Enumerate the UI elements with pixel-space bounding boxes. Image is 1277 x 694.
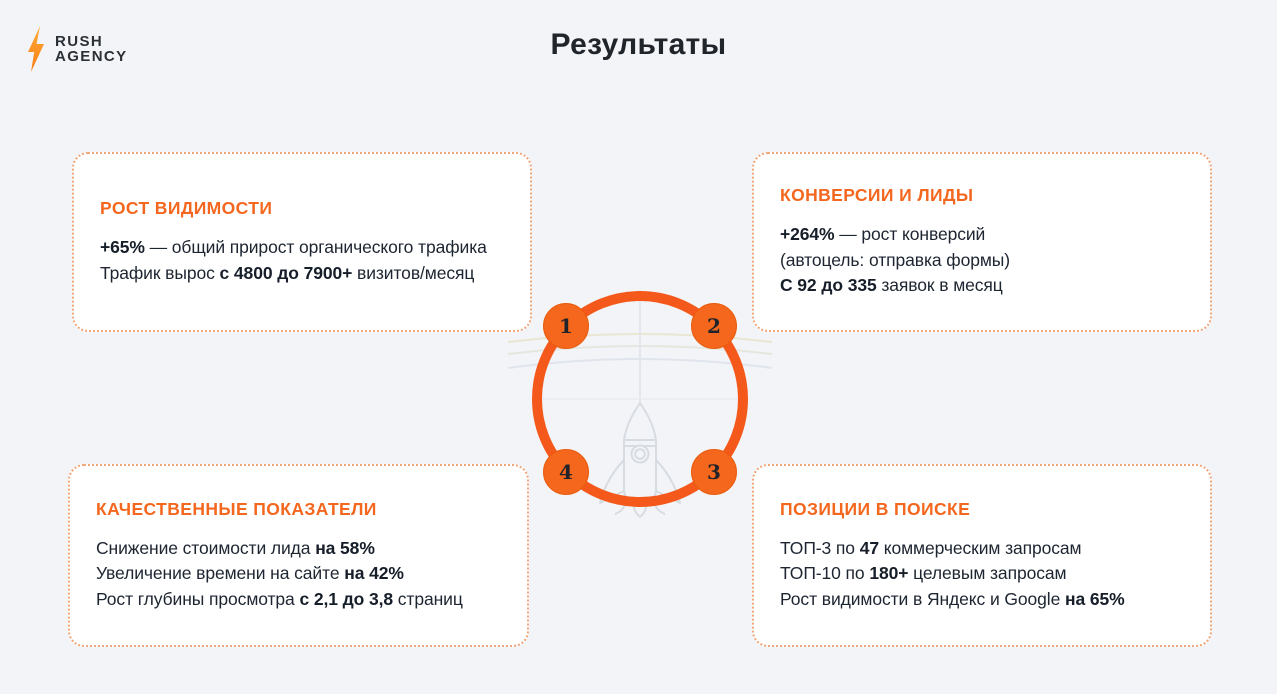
card-text-line: Снижение стоимости лида на 58% bbox=[96, 537, 375, 558]
diagram-badge-3 bbox=[691, 449, 737, 495]
card-text-line: ТОП-10 по 180+ целевым запросам bbox=[780, 563, 1067, 584]
badge-number: 1 bbox=[559, 314, 573, 338]
card-body bbox=[780, 536, 1188, 613]
card-search-positions bbox=[752, 464, 1212, 647]
card-text-line: Трафик вырос с 4800 до 7900+ визитов/месяц bbox=[100, 262, 475, 283]
page-title: Результаты bbox=[550, 28, 727, 61]
card-text-line: Рост глубины просмотра с 2,1 до 3,8 страниц bbox=[96, 588, 463, 609]
circle-diagram bbox=[500, 280, 780, 525]
card-body bbox=[780, 222, 1188, 299]
logo-line2: AGENCY bbox=[55, 48, 128, 65]
card-heading: КОНВЕРСИИ И ЛИДЫ bbox=[780, 185, 974, 206]
card-text-line: +65% — общий прирост органического трафика bbox=[100, 237, 487, 257]
badge-number: 4 bbox=[559, 460, 573, 484]
logo-line1: RUSH bbox=[55, 33, 104, 50]
card-heading: КАЧЕСТВЕННЫЕ ПОКАЗАТЕЛИ bbox=[96, 498, 377, 519]
card-text-line: (автоцель: отправка формы) bbox=[780, 249, 1010, 270]
card-heading: РОСТ ВИДИМОСТИ bbox=[100, 198, 273, 218]
card-visibility-growth bbox=[72, 152, 532, 332]
card-conversions-leads bbox=[752, 152, 1212, 332]
card-body bbox=[100, 235, 508, 286]
card-quality-metrics bbox=[68, 464, 529, 647]
card-body bbox=[96, 536, 505, 613]
rocket-icon bbox=[600, 403, 680, 517]
card-text-line: Рост видимости в Яндекс и Google на 65% bbox=[780, 588, 1125, 609]
badge-number: 3 bbox=[707, 460, 721, 484]
card-text-line: Увеличение времени на сайте на 42% bbox=[96, 563, 404, 584]
card-heading: ПОЗИЦИИ В ПОИСКЕ bbox=[780, 498, 971, 519]
diagram-badge-1 bbox=[543, 303, 589, 349]
card-text-line: +264% — рост конверсий bbox=[780, 224, 986, 245]
badge-number: 2 bbox=[707, 314, 721, 338]
card-text-line: С 92 до 335 заявок в месяц bbox=[780, 275, 1003, 296]
card-text-line: ТОП-3 по 47 коммерческим запросам bbox=[780, 537, 1082, 558]
diagram-badge-4 bbox=[543, 449, 589, 495]
diagram-badge-2 bbox=[691, 303, 737, 349]
